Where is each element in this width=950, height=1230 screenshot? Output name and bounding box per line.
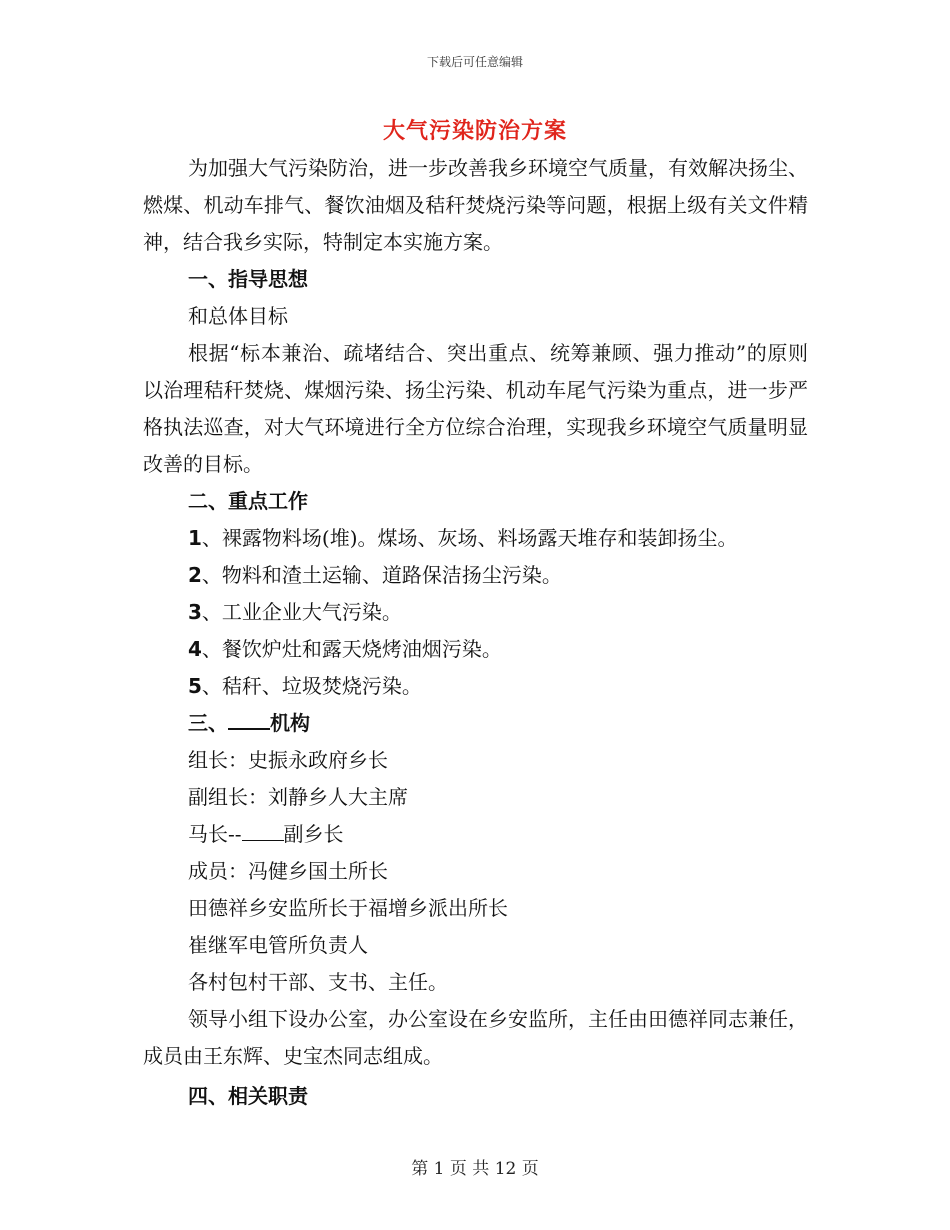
org-line-name: 马长-- xyxy=(188,822,242,846)
blank-underline xyxy=(228,712,270,730)
page-footer: 第 1 页 共 12 页 xyxy=(411,1159,539,1179)
work-item xyxy=(188,520,738,557)
work-item xyxy=(188,557,562,594)
section-1-heading: 一、指导思想 xyxy=(188,267,308,291)
org-line-deputy-2 xyxy=(188,816,344,853)
work-item-number: 1 xyxy=(188,526,202,550)
section-3-heading-suffix: 机构 xyxy=(270,711,310,735)
section-3-paragraph: 领导小组下设办公室，办公室设在乡安监所，主任由田德祥同志兼任，成员由王东辉、史宝杰同志组成。 xyxy=(143,1007,808,1068)
section-3-heading xyxy=(188,705,310,742)
header-note: 下载后可任意编辑 xyxy=(426,55,523,69)
work-item-text: 、餐饮炉灶和露天烧烤油烟污染。 xyxy=(201,637,502,661)
work-item-number: 4 xyxy=(188,637,202,661)
section-1-subline: 和总体目标 xyxy=(188,304,288,328)
work-item xyxy=(188,631,502,668)
section-3-heading-prefix: 三、 xyxy=(188,711,228,735)
work-item xyxy=(188,594,402,631)
document-title: 大气污染防治方案 xyxy=(382,119,567,144)
org-line-role: 副乡长 xyxy=(283,822,344,846)
section-4-heading: 四、相关职责 xyxy=(188,1084,308,1108)
work-item-number: 3 xyxy=(188,600,202,624)
org-line-member: 各村包村干部、支书、主任。 xyxy=(188,970,448,994)
work-item-text: 、物料和渣土运输、道路保洁扬尘污染。 xyxy=(201,563,562,587)
blank-underline xyxy=(242,824,284,841)
org-line-leader: 组长：史振永政府乡长 xyxy=(188,748,388,772)
intro-paragraph: 为加强大气污染防治，进一步改善我乡环境空气质量，有效解决扬尘、燃煤、机动车排气、餐饮油烟及秸秆焚烧污染等问题，根据上级有关文件精神，结合我乡实际，特制定本实施方案。 xyxy=(143,156,808,254)
work-item-text: 、秸秆、垃圾焚烧污染。 xyxy=(201,674,422,698)
org-line-member: 田德祥乡安监所长于福增乡派出所长 xyxy=(188,896,508,920)
work-item xyxy=(188,668,422,705)
section-1-paragraph: 根据“标本兼治、疏堵结合、突出重点、统筹兼顾、强力推动”的原则以治理秸秆焚烧、煤烟污染、扬尘污染、机动车尾气污染为重点，进一步严格执法巡查，对大气环境进行全方位综合治理，实现我乡环境空气质量明显改善的目标。 xyxy=(143,341,808,476)
org-line-member: 崔继军电管所负责人 xyxy=(188,933,368,957)
work-item-number: 5 xyxy=(188,674,202,698)
work-item-text: 、工业企业大气污染。 xyxy=(201,600,402,624)
work-item-number: 2 xyxy=(188,563,202,587)
section-2-heading: 二、重点工作 xyxy=(188,489,308,513)
work-item-text: 、裸露物料场(堆)。煤场、灰场、料场露天堆存和装卸扬尘。 xyxy=(201,526,738,550)
org-line-deputy: 副组长：刘静乡人大主席 xyxy=(188,785,408,809)
org-line-members: 成员：冯健乡国土所长 xyxy=(188,859,388,883)
